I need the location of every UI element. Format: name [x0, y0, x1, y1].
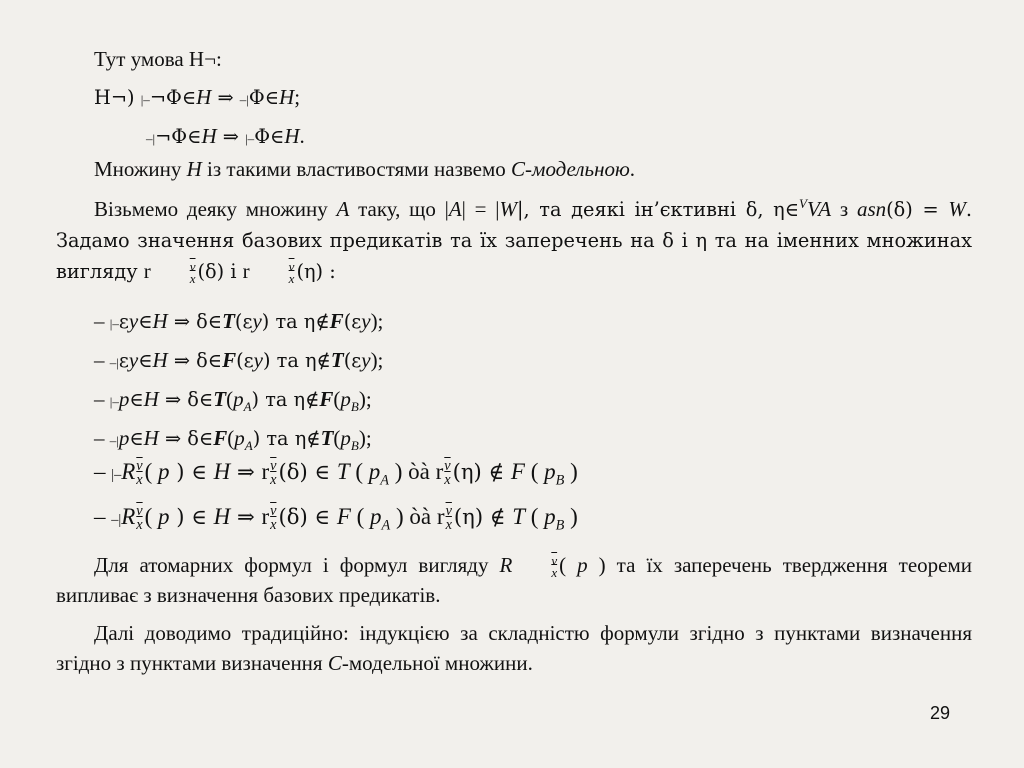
math-symbol: r $\frac{\overline{v}}{x}$ — [436, 503, 452, 533]
text-fragment: (ε — [234, 310, 253, 333]
text-fragment: W — [948, 197, 966, 221]
math-symbol: r $\frac{\overline{v}}{x}$ — [143, 258, 196, 287]
text-fragment: ∈ — [138, 349, 153, 372]
text-fragment: ⇒ — [211, 86, 240, 109]
text-fragment: ) та η∉ — [262, 349, 331, 372]
text-fragment: ( — [559, 553, 578, 577]
text-fragment: ( — [349, 459, 369, 484]
text-fragment: ∈ — [129, 388, 144, 411]
text-fragment: із такими властивостями назвемо — [201, 157, 512, 181]
text-fragment: С-модельною — [511, 157, 630, 181]
text-fragment: p — [158, 459, 170, 484]
text-fragment: T — [320, 426, 334, 450]
text-fragment: Візьмемо деяку множину — [94, 197, 337, 221]
r-case-line-2 — [56, 502, 972, 535]
text-fragment: ⇒ — [230, 459, 262, 484]
text-fragment: T — [512, 504, 525, 529]
text-fragment: p — [158, 504, 170, 529]
h-rule-block — [56, 82, 972, 154]
text-fragment: Для атомарних формул і формул вигляду — [94, 553, 500, 577]
case-line-3 — [56, 384, 972, 417]
text-fragment: (η) ∉ — [453, 504, 513, 529]
atomic-paragraph-block — [56, 550, 972, 610]
text-fragment: ) ∈ — [169, 459, 214, 484]
text-fragment: ∈ — [138, 310, 153, 333]
text-fragment: F — [336, 504, 351, 529]
subscript: B — [350, 399, 359, 415]
text-fragment: . Задамо значення базових предикатів та їх заперечень на δ і η та на іменних множинах вигляду — [56, 198, 972, 283]
case-line-4 — [56, 423, 972, 456]
math-symbol: r $\frac{\overline{v}}{x}$ — [242, 258, 295, 287]
super-sub-stack: $\frac{\overline{v}}{x}$ — [136, 503, 143, 533]
text-fragment: (δ) = — [886, 198, 949, 221]
subscript: B — [350, 438, 359, 454]
text-fragment: ⇒ δ∈ — [167, 349, 223, 372]
text-fragment: -модельної множини. — [341, 651, 533, 675]
math-symbol: R $\frac{\overline{v}}{x}$ — [121, 458, 143, 488]
text-fragment: (δ) ∈ — [278, 504, 337, 529]
text-fragment: F — [222, 348, 237, 372]
text-fragment: . — [299, 124, 305, 148]
text-fragment: таку, що | — [349, 197, 449, 221]
text-fragment: Φ∈ — [254, 125, 285, 148]
text-fragment: ⇒ — [216, 125, 246, 148]
text-fragment: –| — [109, 355, 119, 370]
text-fragment: $p_A$ — [234, 426, 253, 454]
text-fragment: ( — [524, 504, 545, 529]
text-fragment: (η) ∉ — [452, 459, 511, 484]
text-fragment: ¬Φ∈ — [155, 125, 202, 148]
text-fragment: |, та деякі ін’єктивні δ, η∈ — [516, 198, 800, 221]
text-fragment: F — [329, 309, 344, 333]
h-rule-line-2 — [56, 121, 972, 154]
text-fragment: A — [448, 197, 462, 221]
super-sub-stack: $\frac{\overline{v}}{x}$ — [189, 258, 196, 287]
text-fragment: Далі доводимо традиційно: індукцією за складністю формули згідно з пунктами визначення згідно з пунктами визначення — [56, 621, 972, 675]
text-fragment: Множину — [94, 157, 187, 181]
subscript: A — [243, 399, 252, 415]
text-fragment: ; — [294, 85, 301, 109]
text-fragment: $p_B$ — [340, 387, 359, 415]
text-fragment: y — [361, 309, 371, 333]
math-symbol: R $\frac{\overline{v}}{x}$ — [121, 503, 143, 533]
math-symbol: R $\frac{\overline{v}}{x}$ — [499, 552, 558, 581]
text-fragment: (δ) ∈ — [278, 459, 337, 484]
model-definition — [56, 154, 972, 184]
text-fragment: H — [196, 85, 212, 109]
final-paragraph — [56, 618, 972, 678]
super-sub-stack: $\frac{\overline{v}}{x}$ — [270, 503, 277, 533]
text-fragment: A — [336, 197, 350, 221]
math-symbol: r $\frac{\overline{v}}{x}$ — [435, 458, 451, 488]
text-fragment: ) та η∉ — [252, 427, 321, 450]
text-fragment: ); — [358, 387, 372, 411]
text-fragment: |– — [111, 467, 122, 483]
text-fragment: Φ∈ — [248, 86, 280, 109]
text-fragment: ε — [118, 349, 129, 372]
page-number: 29 — [930, 703, 951, 723]
text-fragment: ) òà — [390, 504, 437, 529]
text-fragment: | = | — [461, 197, 500, 221]
text-fragment: – — [94, 348, 110, 372]
text-fragment: F — [319, 387, 334, 411]
text-fragment: – — [94, 459, 112, 484]
super-sub-stack: $\frac{\overline{v}}{x}$ — [551, 552, 558, 581]
text-fragment: T — [330, 348, 344, 372]
final-paragraph-block — [56, 618, 972, 678]
super-sub-stack: $\frac{\overline{v}}{x}$ — [444, 458, 451, 488]
text-fragment: ∈ — [129, 427, 144, 450]
text-fragment: –| — [111, 512, 122, 528]
superscript: V — [799, 196, 807, 211]
text-fragment: ( — [227, 426, 235, 450]
text-fragment: y — [128, 309, 139, 333]
text-fragment: H — [186, 157, 202, 181]
case-line-1 — [56, 306, 972, 339]
text-fragment: H — [152, 348, 168, 372]
text-fragment: ); — [358, 426, 372, 450]
text-fragment: p — [118, 426, 130, 450]
text-fragment: ε — [118, 310, 129, 333]
text-fragment: . — [629, 157, 636, 181]
text-fragment: ( — [524, 459, 545, 484]
text-fragment: – — [94, 426, 110, 450]
text-fragment: ⇒ δ∈ — [158, 388, 214, 411]
text-fragment: ⇒ — [230, 504, 262, 529]
subscript: A — [381, 517, 391, 534]
text-fragment: ) та η∉ — [251, 388, 320, 411]
text-fragment: p — [577, 553, 588, 577]
text-fragment: H — [143, 387, 159, 411]
text-fragment: ) òà — [389, 459, 436, 484]
text-fragment: ); — [370, 348, 384, 372]
subscript: B — [555, 517, 565, 534]
text-fragment: – — [94, 387, 110, 411]
math-symbol: r $\frac{\overline{v}}{x}$ — [261, 458, 277, 488]
text-fragment: $p_A$ — [368, 459, 389, 489]
text-fragment: (δ) і — [197, 260, 243, 283]
text-fragment: (ε — [343, 310, 362, 333]
text-fragment: T — [213, 387, 227, 411]
text-fragment: ) та їх заперечень твердження теореми випливає з визначення базових предикатів. — [56, 553, 973, 607]
text-fragment: Н¬) — [94, 86, 141, 109]
text-fragment: (ε — [236, 349, 254, 372]
text-fragment: $p_B$ — [340, 426, 359, 454]
text-fragment: $p_A$ — [370, 504, 391, 534]
super-sub-stack: $\frac{\overline{v}}{x}$ — [136, 458, 143, 488]
cases-block — [56, 306, 972, 456]
text-fragment: asn — [856, 197, 887, 221]
text-fragment: ) ∈ — [169, 504, 214, 529]
text-fragment: ( — [333, 426, 341, 450]
text-fragment: ⇒ δ∈ — [167, 310, 223, 333]
text-fragment: –| — [109, 433, 119, 448]
text-fragment: H — [213, 459, 231, 484]
subscript: A — [380, 472, 389, 489]
text-fragment: H — [143, 426, 159, 450]
text-fragment: H — [279, 85, 295, 109]
text-fragment: ( — [350, 504, 371, 529]
text-fragment: H — [152, 309, 168, 333]
take-paragraph — [56, 194, 972, 287]
text-fragment: y — [253, 348, 263, 372]
text-fragment: ) — [564, 459, 578, 484]
text-fragment: ( — [226, 387, 234, 411]
super-sub-stack: $\frac{\overline{v}}{x}$ — [270, 458, 277, 488]
text-fragment: W — [499, 197, 517, 221]
text-fragment: |– — [140, 92, 150, 107]
text-fragment: |– — [245, 131, 255, 146]
text-fragment: ); — [370, 309, 384, 333]
text-fragment: ) — [564, 504, 578, 529]
text-fragment: ¬Φ∈ — [149, 86, 197, 109]
super-sub-stack: $\frac{\overline{v}}{x}$ — [288, 258, 295, 287]
text-fragment: $p_B$ — [544, 459, 565, 489]
text-fragment: T — [336, 459, 350, 484]
text-fragment: A — [818, 197, 832, 221]
atomic-paragraph — [56, 550, 972, 610]
text-fragment: С — [327, 651, 342, 675]
text-fragment: F — [510, 459, 525, 484]
text-fragment: p — [118, 387, 130, 411]
h-rule-line-1 — [56, 82, 972, 115]
text-fragment: H — [213, 504, 231, 529]
text-fragment: $p_B$ — [544, 504, 565, 534]
text-fragment: $p_A$ — [233, 387, 252, 415]
text-fragment: F — [213, 426, 228, 450]
text-fragment: H — [284, 124, 300, 148]
text-fragment: $^V$V — [799, 196, 819, 221]
text-fragment: – — [94, 504, 112, 529]
text-fragment: ⇒ δ∈ — [158, 427, 214, 450]
text-fragment: |– — [109, 394, 119, 409]
text-fragment: –| — [146, 131, 156, 146]
text-fragment: T — [222, 309, 235, 333]
text-fragment: (η) : — [296, 260, 336, 283]
text-fragment: – — [94, 309, 110, 333]
subscript: A — [244, 438, 253, 454]
math-symbol: r $\frac{\overline{v}}{x}$ — [261, 503, 277, 533]
model-definition-block — [56, 154, 972, 184]
case-line-2 — [56, 345, 972, 378]
subscript: B — [555, 472, 565, 489]
text-fragment: ( — [333, 387, 341, 411]
text-fragment: (ε — [343, 349, 362, 372]
condition-heading: Тут умова Н¬: — [94, 47, 222, 71]
text-fragment: y — [252, 309, 262, 333]
text-fragment: H — [201, 124, 217, 148]
take-paragraph-block — [56, 194, 972, 287]
text-fragment: з — [831, 197, 857, 221]
text-fragment: –| — [239, 92, 249, 107]
text-fragment: ) та η∉ — [261, 310, 330, 333]
text-fragment: ( — [144, 459, 159, 484]
r-case-line-1 — [56, 457, 972, 490]
text-fragment: y — [361, 348, 371, 372]
text-fragment: ( — [144, 504, 159, 529]
text-fragment: |– — [109, 316, 119, 331]
r-cases-block — [56, 457, 972, 535]
heading-block — [56, 44, 972, 74]
super-sub-stack: $\frac{\overline{v}}{x}$ — [445, 503, 452, 533]
text-fragment: y — [128, 348, 139, 372]
